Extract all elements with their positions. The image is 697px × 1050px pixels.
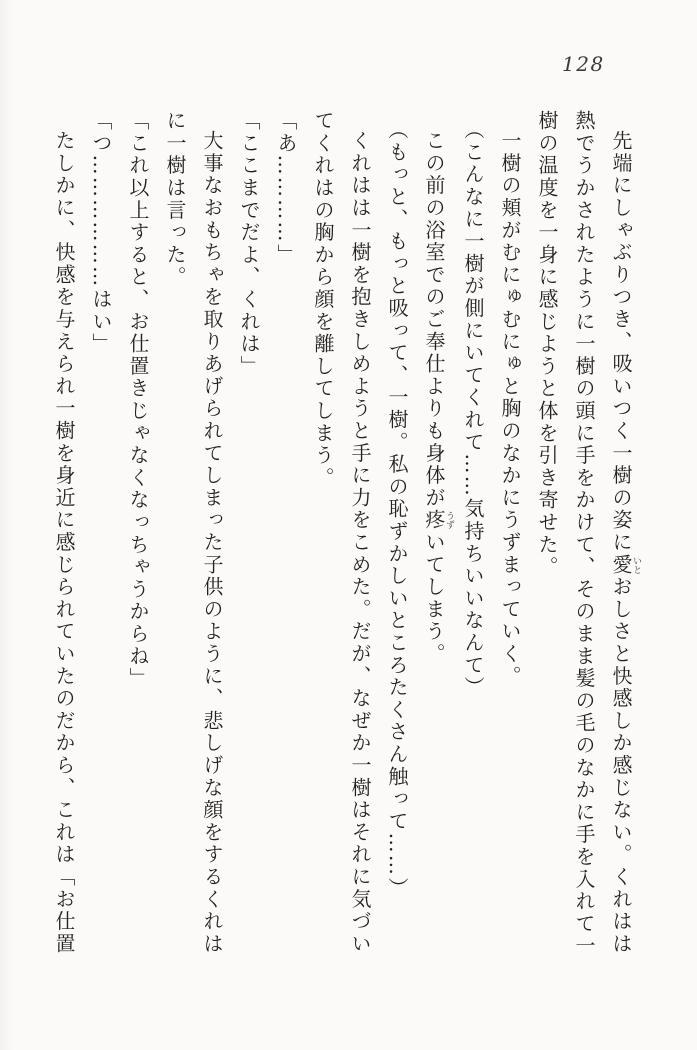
paragraph: 「つ………………はい」 [89, 110, 113, 356]
paragraph: （もっと、もっと吸って、一樹。私の恥ずかしいところたくさん触って……） [385, 119, 409, 900]
paragraph: 一樹の頬がむにゅむにゅと胸のなかにうずまっていく。 [498, 130, 522, 688]
paragraph: 先端にしゃぶりつき、吸いつく一樹の姿に愛いとおしさと快感しか感じない。くれはは熱でうかされたように一樹の頭に手をかけて、そのまま髪の毛のなかに手を入れて一樹の温度を一身に感じようと体を引き寄せた。 [535, 110, 641, 958]
paragraph: くれはは一樹を抱きしめようと手に力をこめた。だが、なぜか一樹はそれに気づいてくれはの胸から顔を離してしまう。 [311, 110, 372, 956]
paragraph: 大事なおもちゃを取りあげられてしまった子供のように、悲しげな顔をするくれはに一樹は言った。 [163, 110, 224, 956]
paragraph: この前の浴室でのご奉仕よりも身体が疼うずいてしまう。 [422, 130, 454, 666]
text-block [45, 110, 641, 962]
paragraph: 「ここまでだよ、くれは」 [237, 110, 261, 378]
furigana-ruby: 疼うず [422, 509, 454, 532]
paragraph: たしかに、快感を与えられ一樹を身近に感じられていたのだから、これは「お仕置 [52, 130, 76, 956]
furigana-ruby: 愛いと [609, 553, 641, 577]
paragraph: （こんなに一樹が側にいてくれて……気持ちいいなんて） [461, 119, 485, 699]
page-number: 128 [562, 52, 605, 76]
paragraph: 「これ以上すると、お仕置きじゃなくなっちゃうからね」 [126, 110, 150, 690]
paragraph: 「あ…………」 [274, 110, 298, 267]
